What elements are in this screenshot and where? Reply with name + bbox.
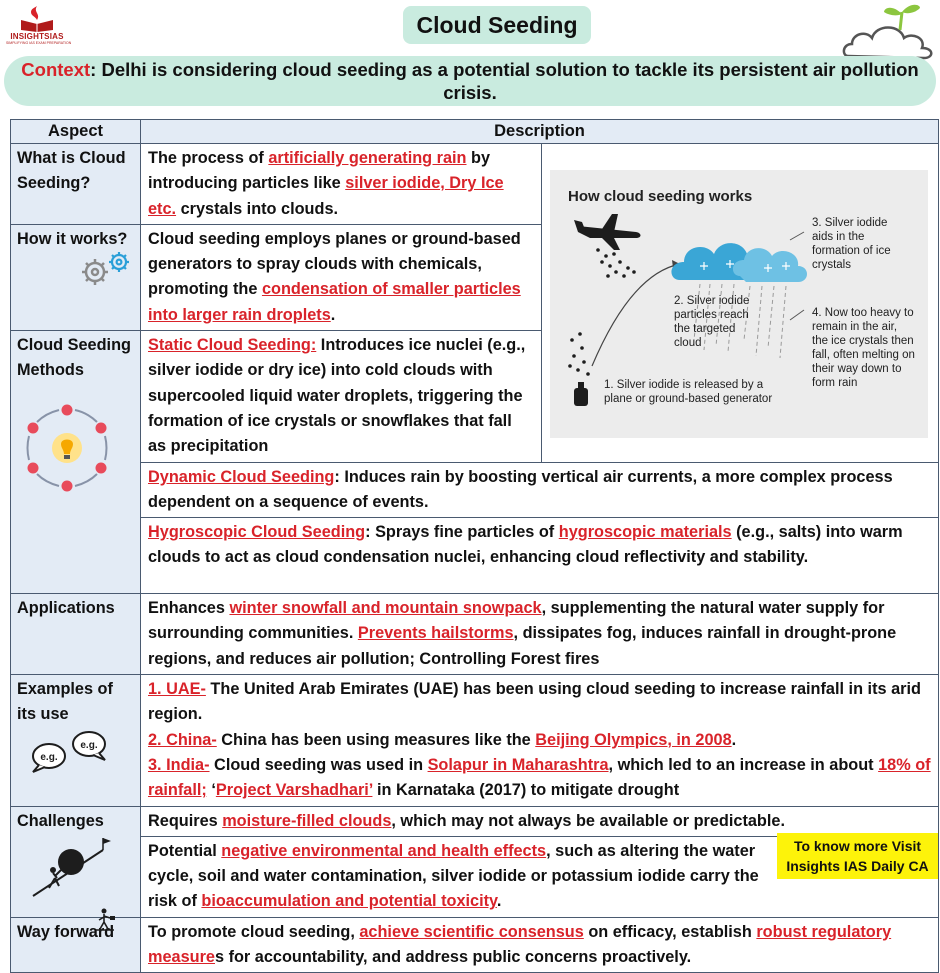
highlight: moisture-filled clouds	[222, 811, 392, 830]
row-applications	[11, 594, 939, 675]
text: , which may not always be available or predictable.	[391, 811, 785, 830]
highlight: condensation of smaller particles into larger rain droplets	[148, 280, 521, 324]
airplane-icon	[574, 214, 641, 250]
bubble-label: e.g.	[40, 751, 58, 763]
text: on efficacy, establish	[583, 922, 757, 941]
description-cell	[141, 331, 542, 462]
diagram-cell	[542, 144, 939, 463]
highlight: silver iodide, Dry Ice etc.	[148, 174, 504, 218]
row-methods-dynamic	[11, 462, 939, 518]
context-label: Context	[21, 59, 91, 80]
speech-bubble-icon	[23, 728, 115, 774]
row-examples	[11, 675, 939, 806]
text: , dissipates fog, induces rainfall in drought-prone regions, and reduces air pollution; Controlling Forest fires	[148, 624, 897, 668]
highlight: winter snowfall and mountain snowpack	[229, 599, 542, 618]
aspect-cell	[11, 594, 141, 675]
highlight: Dynamic Cloud Seeding	[148, 467, 335, 486]
highlight: 1. UAE-	[148, 680, 206, 699]
aspect-label: What is Cloud Seeding?	[17, 149, 126, 193]
aspect-cell	[11, 331, 141, 594]
text: ‘	[206, 781, 216, 800]
row-way-forward	[11, 917, 939, 973]
text: .	[496, 892, 502, 911]
highlight: 18% of rainfall;	[148, 755, 931, 800]
particles	[596, 248, 636, 278]
text: Cloud seeding was used in	[209, 755, 428, 774]
header-description: Description	[141, 120, 939, 144]
aspect-label: Way forward	[17, 922, 115, 941]
text: , such as altering the water cycle, soil and water contamination, silver iodide or potassium iodide carry the risk of	[148, 841, 759, 911]
aspect-label: How it works?	[17, 229, 128, 248]
aspect-label: Applications	[17, 599, 115, 618]
text: s for accountability, and address public concerns proactively.	[214, 948, 692, 967]
diagram-title: How cloud seeding works	[568, 188, 753, 205]
cta-line-1: To know more Visit	[793, 838, 922, 854]
row-what-is	[11, 144, 939, 225]
text: , supplementing the natural water supply for surrounding communities.	[148, 599, 885, 643]
text: , which led to an increase in about	[608, 755, 879, 774]
text: To promote cloud seeding,	[148, 922, 360, 941]
highlight: Project Varshadhari’	[215, 781, 373, 800]
example-china	[148, 728, 931, 753]
cta-banner[interactable]	[777, 833, 938, 879]
aspect-label: Examples of its use	[17, 680, 113, 724]
highlight: Beijing Olympics, in 2008	[535, 730, 732, 749]
table-header-row	[11, 120, 939, 144]
description-cell	[141, 917, 939, 973]
description-cell	[141, 806, 939, 836]
cloud-icon	[671, 243, 807, 282]
text: in Karnataka (2017) to mitigate drought	[372, 781, 680, 800]
aspect-label: Cloud Seeding Methods	[17, 336, 131, 380]
highlight: bioaccumulation and potential toxicity	[201, 892, 497, 911]
text: by introducing particles like	[148, 149, 491, 193]
idea-cycle-icon	[21, 402, 113, 494]
description-cell	[141, 594, 939, 675]
boulder-uphill-icon	[31, 836, 111, 898]
context-banner	[4, 56, 936, 106]
example-uae	[148, 677, 931, 728]
header-aspect: Aspect	[11, 120, 141, 144]
text: The process of	[148, 149, 269, 167]
walking-person-icon	[96, 908, 118, 932]
generator-icon	[574, 382, 588, 406]
text: : Sprays fine particles of	[365, 523, 559, 542]
description-cell	[141, 144, 542, 225]
page-title: Cloud Seeding	[403, 6, 591, 44]
highlight: robust regulatory measure	[148, 922, 892, 967]
description-cell	[141, 518, 939, 594]
aspect-label: Challenges	[17, 811, 104, 830]
highlight: hygroscopic materials	[558, 523, 732, 542]
diagram-step-3: 3. Silver iodide aids in the formation of ice crystals	[812, 217, 891, 271]
brand-tagline: SIMPLIFYING IAS EXAM PREPARATION	[6, 41, 72, 45]
text: Introduces ice nuclei (e.g., silver iodide or dry ice) into cold clouds with supercooled liquid water droplets, triggering the formation of ice crystals or snowflakes that fall as precipitation	[148, 336, 526, 456]
cta-line-2: Insights IAS Daily CA	[786, 858, 929, 874]
description-cell	[141, 224, 542, 330]
highlight: 2. China-	[148, 730, 217, 749]
brand-name: INSIGHTSIAS	[10, 32, 64, 41]
text: The United Arab Emirates (UAE) has been using cloud seeding to increase rainfall in its arid region.	[148, 680, 921, 724]
text: crystals into clouds.	[176, 199, 339, 218]
description-cell	[141, 462, 939, 518]
highlight: Prevents hailstorms	[357, 624, 514, 643]
example-india	[148, 753, 931, 804]
text: : Induces rain by boosting vertical air currents, a more complex process dependent on a sequence of events.	[148, 467, 893, 511]
highlight: negative environmental and health effects	[221, 841, 547, 860]
description-cell	[141, 675, 939, 806]
sprout-cloud-icon	[840, 0, 940, 62]
ground-particles	[568, 332, 590, 376]
logo-icon	[17, 4, 57, 32]
highlight: achieve scientific consensus	[359, 922, 584, 941]
text: Potential	[148, 841, 222, 860]
highlight: 3. India-	[148, 755, 210, 774]
gear-icon	[77, 248, 137, 288]
highlight: Solapur in Maharashtra	[427, 755, 609, 774]
text: Enhances	[148, 599, 230, 618]
text: .	[330, 305, 336, 324]
highlight: Hygroscopic Cloud Seeding	[148, 523, 366, 542]
context-text: : Delhi is considering cloud seeding as a potential solution to tackle its persistent air pollution crisis.	[90, 59, 919, 103]
diagram-step-1: 1. Silver iodide is released by a plane or ground-based generator	[604, 379, 773, 405]
row-challenges-1	[11, 806, 939, 836]
aspect-cell	[11, 917, 141, 973]
bubble-label: e.g.	[80, 739, 98, 751]
aspect-cell	[11, 144, 141, 225]
diagram-step-4: 4. Now too heavy to remain in the air, the ice crystals then fall, often melting on their way down to form rain	[812, 307, 915, 389]
text: (e.g., salts) into warm clouds to act as cloud condensation nuclei, enhancing cloud reflectivity and stability.	[148, 523, 903, 567]
aspect-cell	[11, 675, 141, 806]
text: .	[731, 730, 737, 749]
text: Requires	[148, 811, 223, 830]
highlight: artificially generating rain	[268, 149, 467, 167]
aspect-cell	[11, 806, 141, 917]
text: Cloud seeding employs planes or ground-based generators to spray clouds with chemicals, promoting the	[148, 229, 521, 299]
how-cloud-seeding-works-diagram	[550, 170, 928, 438]
text: China has been using measures like the	[216, 730, 536, 749]
aspect-cell	[11, 224, 141, 330]
diagram-step-2: 2. Silver iodide particles reach the targeted cloud	[674, 295, 750, 349]
row-methods-hygroscopic	[11, 518, 939, 594]
highlight: Static Cloud Seeding:	[148, 336, 317, 355]
brand-logo	[6, 4, 72, 52]
